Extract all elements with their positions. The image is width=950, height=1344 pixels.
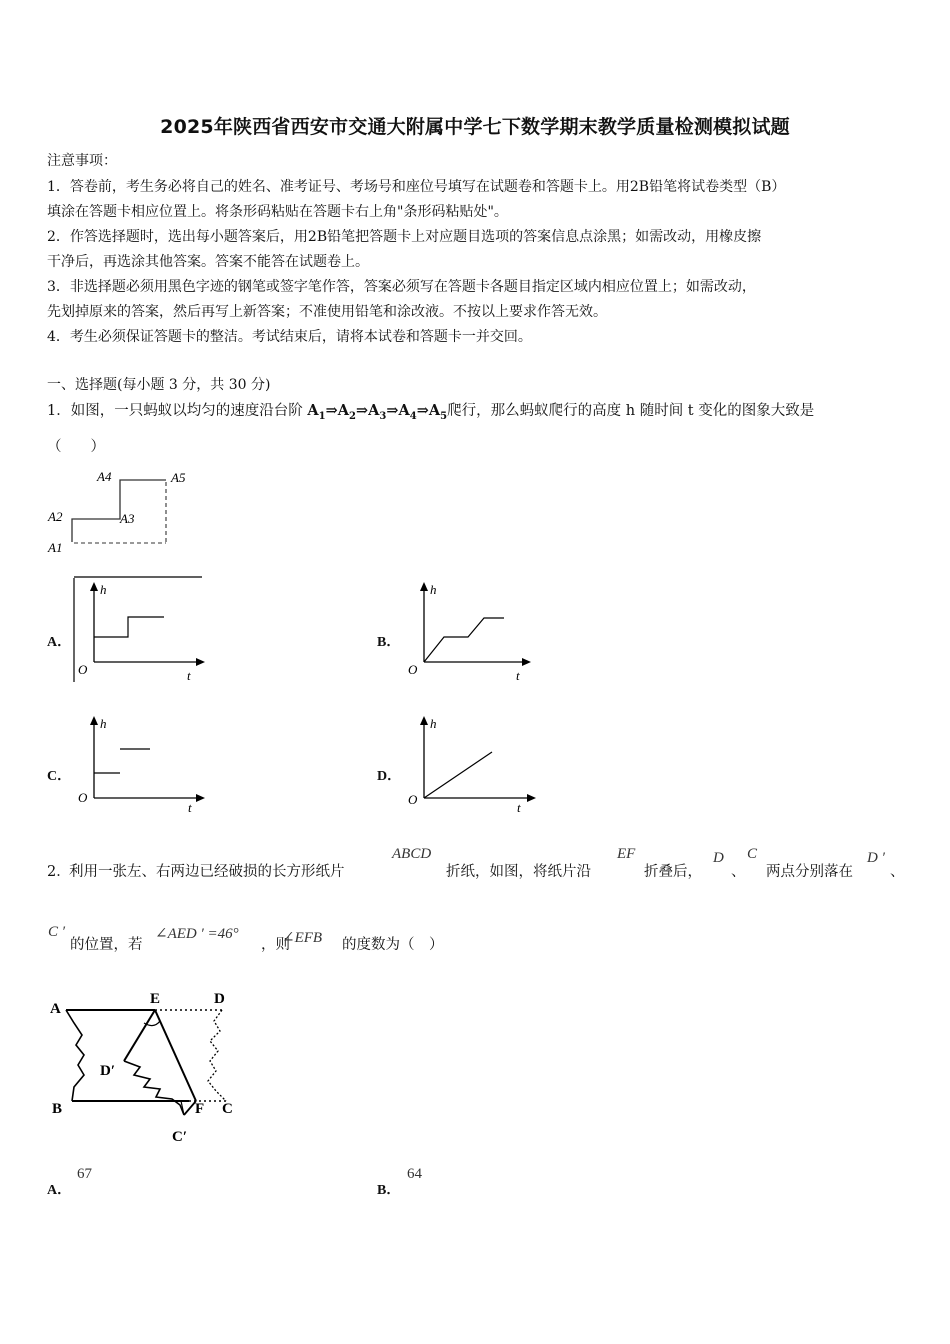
question-1-stem: 1．如图，一只蚂蚁以均匀的速度沿台阶 $A_1\Rightarrow A_2\Rightarrow A_3\Rightarrow A_4\Rightarrow A_5$爬行，那么蚂蚁爬行的高度 h 随时间 t 变化的图象大致是 bbox=[47, 402, 815, 422]
label-b: B bbox=[52, 1101, 63, 1117]
option-d-label[interactable]: D． bbox=[377, 769, 402, 784]
label-c-prime: C′ bbox=[172, 1129, 188, 1145]
label-d-prime: D′ bbox=[100, 1063, 116, 1079]
svg-text:t: t bbox=[517, 800, 521, 815]
svg-text:h: h bbox=[430, 716, 437, 731]
math-ef: EF bbox=[617, 846, 636, 862]
notice-heading: 注意事项： bbox=[47, 153, 117, 169]
label-a4: A4 bbox=[97, 469, 112, 484]
notice-line-3: 2．作答选择题时，选出每小题答案后，用2B铅笔把答题卡上对应题目选项的答案信息点涂黑；如需改动，用橡皮擦 bbox=[47, 229, 762, 245]
svg-text:t: t bbox=[187, 668, 191, 683]
math-c-prime: C ′ bbox=[48, 924, 66, 940]
svg-text:t: t bbox=[516, 668, 520, 683]
question-1-number: 1． bbox=[47, 403, 71, 419]
notice-line-7: 4．考生必须保证答题卡的整洁。考试结束后，请将本试卷和答题卡一并交回。 bbox=[47, 329, 532, 345]
svg-text:O: O bbox=[78, 790, 88, 805]
section-heading: 一、选择题(每小题 3 分，共 30 分) bbox=[47, 377, 271, 393]
graph-d[interactable] bbox=[400, 708, 538, 818]
folding-figure bbox=[44, 983, 244, 1148]
staircase-figure bbox=[44, 462, 204, 560]
question-2-number: 2． bbox=[47, 864, 71, 880]
question-2-text-e: 的位置，若 bbox=[70, 937, 143, 953]
math-c: C bbox=[747, 846, 758, 862]
math-angle-efb: ∠EFB bbox=[282, 930, 323, 946]
page-title: 2025年陕西省西安市交通大附属中学七下数学期末教学质量检测模拟试题 bbox=[160, 116, 790, 138]
q2-option-a-value[interactable]: 67 bbox=[77, 1166, 92, 1182]
option-a-label[interactable]: A． bbox=[47, 635, 72, 650]
notice-line-5: 3．非选择题必须用黑色字迹的钢笔或签字笔作答，答案必须写在答题卡各题目指定区域内相应位置上；如需改动， bbox=[47, 279, 756, 295]
graph-c[interactable] bbox=[70, 708, 205, 818]
notice-line-2: 填涂在答题卡相应位置上。将条形码粘贴在答题卡右上角"条形码粘贴处"。 bbox=[47, 204, 508, 220]
question-2-text-f: ，则 bbox=[261, 937, 290, 953]
question-2-text-c: 折叠后， bbox=[644, 864, 702, 880]
math-d-prime: D ′ bbox=[867, 850, 885, 866]
svg-text:h: h bbox=[100, 582, 107, 597]
graph-a[interactable] bbox=[70, 574, 205, 684]
label-a5: A5 bbox=[171, 470, 186, 485]
label-a: A bbox=[50, 1001, 61, 1017]
svg-text:O: O bbox=[78, 662, 88, 677]
label-a2: A2 bbox=[48, 509, 63, 524]
label-d: D bbox=[214, 991, 225, 1007]
option-c-label[interactable]: C． bbox=[47, 769, 72, 784]
math-d: D bbox=[713, 850, 724, 866]
svg-text:O: O bbox=[408, 662, 418, 677]
label-e: E bbox=[150, 991, 161, 1007]
label-a1: A1 bbox=[48, 540, 63, 555]
q2-option-b-value[interactable]: 64 bbox=[407, 1166, 422, 1182]
label-a3: A3 bbox=[120, 511, 135, 526]
math-abcd: ABCD bbox=[392, 846, 432, 862]
question-2-text-a: 利用一张左、右两边已经破损的长方形纸片 bbox=[69, 864, 345, 880]
question-1-path: $A_1\Rightarrow A_2\Rightarrow A_3\Rightarrow A_4\Rightarrow A_5$ bbox=[307, 402, 448, 422]
q2-option-a-label[interactable]: A． bbox=[47, 1183, 72, 1198]
svg-text:t: t bbox=[188, 800, 192, 815]
notice-line-1: 1．答卷前，考生务必将自己的姓名、准考证号、考场号和座位号填写在试题卷和答题卡上。用2B铅笔将试卷类型（B） bbox=[47, 179, 786, 195]
question-2-text-d: 两点分别落在 bbox=[766, 864, 853, 880]
q2-option-b-label[interactable]: B． bbox=[377, 1183, 401, 1198]
math-angle-aed: ∠AED ′ =46° bbox=[155, 926, 239, 942]
svg-text:O: O bbox=[408, 792, 418, 807]
svg-text:h: h bbox=[100, 716, 107, 731]
question-2-text-b: 折纸，如图，将纸片沿 bbox=[446, 864, 591, 880]
svg-text:h: h bbox=[430, 582, 437, 597]
question-1-blank: （ ） bbox=[47, 439, 105, 455]
label-c: C bbox=[222, 1101, 233, 1117]
label-f: F bbox=[195, 1101, 205, 1117]
notice-line-6: 先划掉原来的答案，然后再写上新答案；不准使用铅笔和涂改液。不按以上要求作答无效。 bbox=[47, 304, 607, 320]
notice-line-4: 干净后，再选涂其他答案。答案不能答在试题卷上。 bbox=[47, 254, 369, 270]
graph-b[interactable] bbox=[400, 574, 535, 684]
option-b-label[interactable]: B． bbox=[377, 635, 401, 650]
question-2-text-g: 的度数为（ ） bbox=[342, 937, 444, 953]
